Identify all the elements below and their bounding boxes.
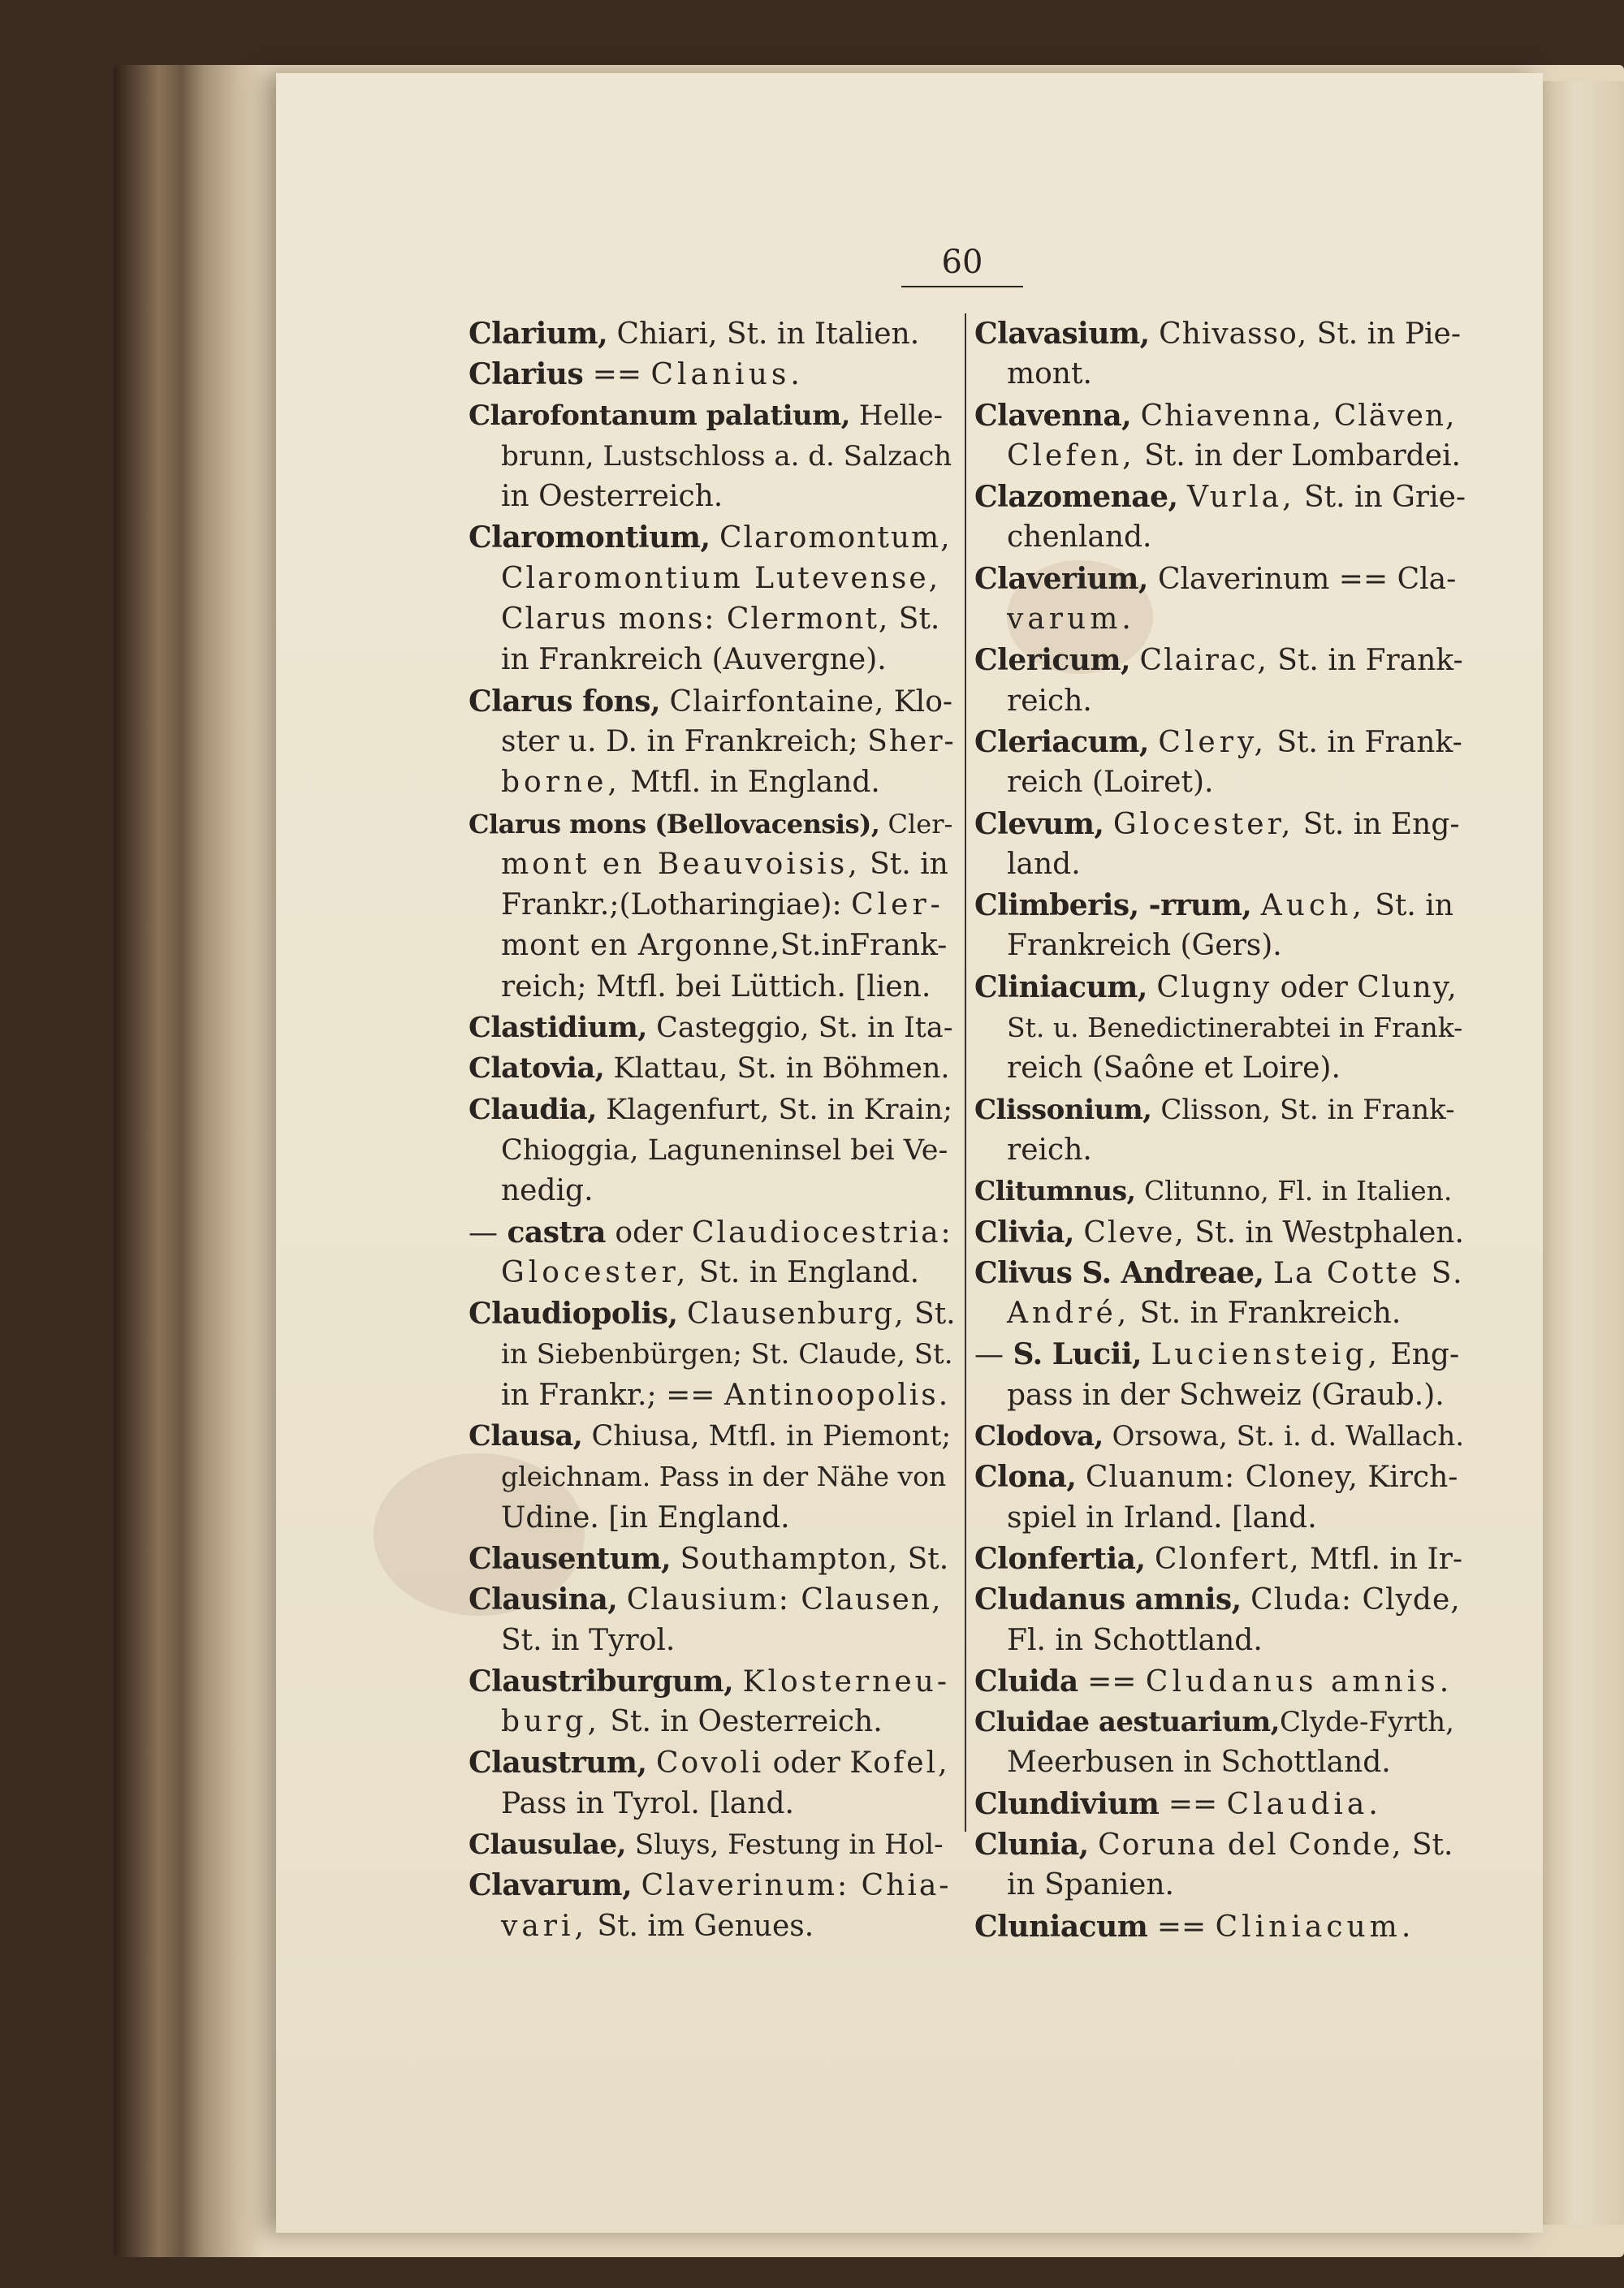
place-name: Claromontium Lutevense, [501,561,941,595]
entry-text: St. [898,1542,949,1576]
entry-text: St.inFrank- [780,929,948,963]
entry-text: St. im Genues. [587,1909,814,1943]
entry-text: == [1147,1910,1216,1944]
headword: Clericum, [974,643,1131,678]
entry-text [604,1052,613,1085]
entry-line [974,844,1466,885]
entry-text: mont. [1007,357,1092,391]
entry-text: Laguneninsel bei Ve- [638,1133,948,1167]
entry-text [1131,399,1140,433]
entry-text: St. in Frankreich. [1130,1297,1402,1331]
place-name: Claudiocestria: [692,1215,953,1250]
place-name: Claudia. [1226,1787,1382,1821]
place-name: Chivasso, [1159,317,1308,351]
entry-text: St. in Frank- [1271,1093,1455,1126]
entry-text [582,1420,591,1453]
entry-text [879,809,888,840]
entry-text: Chiari, St. in Italien. [607,317,920,351]
entry-text [1089,1828,1098,1862]
entry-line [469,1742,956,1783]
place-name: Klattau, [613,1052,728,1086]
headword: Cleriacum, [974,724,1149,759]
entry-line [469,1293,956,1334]
entry-text: in Siebenbürgen; St. [501,1338,799,1371]
headword: Clavenna, [974,398,1132,433]
entry-line [974,395,1466,436]
entry-line [974,1498,1466,1539]
page-number: 60 [901,244,1023,287]
entry-text [617,1583,626,1617]
entry-text: pass in der Schweiz (Graub.). [1007,1378,1445,1412]
entry-line [469,1579,956,1620]
entry-text: St. in der Lombardei. [1134,438,1461,473]
entry-text: oder [1271,970,1358,1004]
place-name: Clanius. [650,358,804,392]
entry-line [974,1008,1466,1048]
entry-text: — [974,1338,1013,1372]
entry-line [469,1048,956,1089]
entry-line [469,926,956,966]
headword: Clatovia, [469,1051,605,1086]
entry-text [1150,317,1159,351]
entry-text: Meerbusen in Schottland. [1007,1746,1391,1780]
entry-line [974,1130,1466,1171]
entry-line [974,1375,1466,1416]
entry-text: St. in Tyrol. [501,1623,676,1657]
headword: Cluniacum [974,1909,1148,1944]
headword: Cliniacum, [974,969,1147,1004]
entry-line [974,517,1466,558]
place-name: Covoli [655,1746,764,1781]
entry-text: St. in England. [689,1255,920,1289]
entry-text [733,1665,742,1699]
entry-text: reich. [1007,684,1092,718]
headword: S. Lucii, [1013,1337,1142,1372]
entry-text: Lustschloss a. d. Salzach [594,439,952,473]
place-name: André, [1007,1297,1131,1331]
entry-text: Fl. in Italien. [1268,1175,1453,1207]
entry-line [974,1416,1466,1457]
entry-text [1130,644,1139,677]
place-name: Cler- [888,808,953,840]
entry-line [974,559,1466,599]
place-name: Clausenburg, [686,1297,905,1332]
place-name: Coruna del Conde, [1098,1828,1403,1862]
headword: Cluidae aestuarium, [974,1706,1281,1739]
entry-text [1074,1216,1083,1250]
entry-line [974,1784,1466,1824]
entry-text: chenland. [1007,520,1152,555]
entry-line [469,354,956,395]
place-name: Cleve, [1083,1215,1186,1250]
entry-text [1242,1583,1250,1617]
entry-line [469,517,956,558]
entry-line [469,1865,956,1906]
entry-text: St. in Westphalen. [1185,1215,1464,1250]
entry-text: St. [889,602,940,637]
entry-text: == [583,358,651,392]
entry-line [469,1498,956,1539]
entry-text [597,1094,606,1126]
place-name: Clisson, [1160,1093,1272,1126]
entry-line [974,599,1466,640]
entry-line [469,967,956,1008]
place-name: Cludanus amnis. [1145,1664,1453,1699]
entry-line [469,436,956,477]
place-name: Clugny [1156,970,1272,1004]
entry-text: land. [1007,847,1081,881]
entry-line [469,722,956,762]
headword: Clarus fons, [469,684,661,719]
entry-line [469,395,956,436]
entry-line [974,1621,1466,1661]
entry-line [469,1661,956,1702]
place-name: Claude, [798,1338,905,1371]
headword: Clivia, [974,1215,1074,1250]
entry-line [974,1293,1466,1334]
entry-text [632,1869,641,1902]
entry-text: St. in Oesterreich. [600,1705,883,1739]
place-name: Claverinum: Chia- [641,1869,952,1903]
entry-line [469,1416,956,1457]
entry-line [469,1130,956,1171]
headword: Clodova, [974,1420,1104,1453]
column-divider [965,313,966,1832]
entry-line [974,762,1466,803]
place-name: Clarus mons: Clermont, [501,602,890,637]
entry-line [974,436,1466,477]
entry-text [710,521,719,555]
entry-line [469,1008,956,1048]
place-name: Clairfontaine, [669,684,885,719]
entry-text: St. u. Benedictinerabtei in Frank- [1007,1012,1463,1044]
entry-text [647,1746,656,1780]
entry-text: in Frankreich (Auvergne). [501,643,887,677]
entry-line [469,1090,956,1130]
entry-text: Mtfl. in England. [620,766,880,800]
entry-line [974,1334,1466,1375]
entry-text [1142,1338,1151,1371]
entry-text: == [1078,1664,1146,1699]
entry-line [974,926,1466,966]
place-name: Casteggio, [656,1012,810,1045]
entry-text: Mtfl. in Piemont; [699,1420,952,1453]
entry-line [974,1906,1466,1947]
place-name: Cluny, [1357,970,1458,1004]
entry-text: reich. [1007,1133,1092,1167]
entry-line [974,885,1466,926]
entry-text: St. in Pie- [1307,317,1462,351]
entry-text: Udine. [in England. [501,1500,790,1535]
entry-text: oder [605,1215,693,1250]
entry-text: ster u. D. in Frankreich; [501,724,868,758]
entry-text: St. in Böhmen. [728,1052,950,1086]
place-name: varum. [1007,602,1135,637]
headword: Climberis, -rrum, [974,888,1252,923]
entry-line [974,354,1466,395]
headword: Clarofontanum palatium, [469,399,851,432]
entry-text [1104,1420,1112,1453]
entry-text: St. [1402,1828,1453,1862]
place-name: Southampton, [680,1542,899,1576]
headword: Claverium, [974,561,1158,596]
headword: Claudiopolis, [469,1297,678,1332]
entry-text: reich (Saône et Loire). [1007,1051,1341,1086]
left-column [469,313,956,1947]
right-column [974,313,1466,1947]
entry-line [469,844,956,885]
entry-text: in Oesterreich. [501,480,723,514]
place-name: Cluanum: Cloney, [1085,1461,1358,1495]
headword: Clissonium, [974,1093,1152,1126]
entry-line [974,804,1466,844]
entry-text: St. in Grie- [1294,481,1466,515]
headword: Cludanus amnis, [974,1582,1242,1617]
entry-line [469,1212,956,1253]
entry-line [469,559,956,599]
headword: Clausulae, [469,1828,627,1861]
headword: Clausa, [469,1419,583,1453]
entry-text: St. in [1365,889,1453,923]
entry-text [647,1012,656,1044]
place-name: brunn, [501,439,594,473]
headword: Clonfertia, [974,1541,1146,1576]
entry-text: St. in Eng- [1294,807,1460,841]
entry-line [974,1048,1466,1089]
entry-line [469,640,956,680]
place-name: Clairac, [1139,644,1268,678]
headword: Claromontium, [469,520,710,555]
entry-line [974,1090,1466,1130]
place-name: Clitunno, [1144,1175,1269,1207]
entry-text: Eng- [1381,1338,1460,1372]
place-name: Glocester, [501,1255,690,1289]
entry-text: in Spanien. [1007,1868,1174,1902]
headword: Clavasium, [974,317,1150,351]
headword: Clarus mons (Bellovacensis), [469,808,880,840]
place-name: Klagenfurt, [606,1093,770,1126]
entry-line [974,640,1466,680]
entry-line [974,1702,1466,1742]
entry-text [1146,1543,1155,1576]
entry-text: Mtfl. in Ir- [1300,1542,1463,1576]
entry-text: St. i. d. Wallach. [1227,1420,1465,1453]
entry-text: gleichnam. Pass in der Nähe von [501,1461,947,1493]
entry-line [974,681,1466,722]
entry-line [974,1171,1466,1211]
entry-text: Kirch- [1358,1461,1458,1495]
entry-line [469,1702,956,1742]
entry-text: Pass in Tyrol. [land. [501,1786,794,1820]
place-name: mont en Argonne, [501,929,780,963]
entry-text: St. in Ita- [809,1012,953,1045]
place-name: Clausium: Clausen, [626,1583,943,1617]
place-name: Cler- [851,888,944,922]
headword: Claustriburgum, [469,1664,734,1699]
place-name: burg, [501,1705,601,1739]
entry-text: oder [763,1746,850,1781]
entry-text: == [1329,562,1397,596]
place-name: Chiavenna, Cläven, [1140,399,1457,433]
place-name: Clonfert, [1155,1542,1301,1576]
entry-line [469,681,956,722]
entry-line [974,477,1466,517]
place-name: vari, [501,1909,588,1943]
entry-text [1104,808,1112,841]
entry-line [974,722,1466,762]
entry-text [1076,1461,1085,1494]
entry-line [974,1457,1466,1497]
place-name: Clefen, [1007,438,1135,473]
headword: Clevum, [974,806,1104,841]
entry-text: St. [905,1338,953,1371]
entry-text: — [469,1215,508,1250]
entry-text: Fl. in Schottland. [1007,1623,1263,1657]
entry-line [974,1253,1466,1293]
entry-text: == [1159,1787,1227,1821]
place-name: Cla- [1397,562,1457,596]
entry-line [469,1824,956,1865]
facing-page-edge [1543,81,1624,2225]
entry-line [469,1539,956,1579]
entry-line [974,1579,1466,1620]
entry-line [469,1253,956,1293]
entry-text: St. in Krain; [769,1093,952,1126]
entry-text: St. [905,1297,956,1332]
place-name: Glocester, [1112,807,1294,841]
place-name: Clyde-Fyrth, [1280,1706,1454,1739]
entry-text [1147,971,1156,1004]
entry-text [1264,1257,1273,1290]
headword: Clausina, [469,1582,618,1617]
headword: Clavarum, [469,1868,633,1903]
headword: Clarium, [469,317,608,351]
place-name: Sher- [867,724,956,758]
entry-text: St. in Frank- [1267,725,1462,759]
entry-line [469,1375,956,1416]
place-name: borne, [501,766,621,800]
entry-text: Helle- [850,399,943,432]
entry-line [469,599,956,640]
place-name: Sluys, [634,1828,719,1861]
entry-line [974,1742,1466,1783]
entry-text: Frankreich (Gers). [1007,929,1282,963]
place-name: Auch, [1260,889,1366,923]
entry-text [1251,889,1260,922]
entry-line [974,1539,1466,1579]
place-name: Kofel, [849,1746,950,1781]
entry-line [469,1334,956,1375]
headword: castra [507,1215,606,1250]
place-name: Cliniacum. [1215,1910,1415,1944]
entry-line [469,1457,956,1497]
entry-text: in Frankr.; == [501,1378,724,1412]
place-name: Klosterneu- [742,1664,950,1699]
headword: Cluida [974,1664,1078,1699]
entry-text [678,1297,687,1331]
entry-text [660,685,669,719]
headword: Clona, [974,1460,1077,1495]
entry-text: nedig. [501,1174,594,1208]
place-name: Vurla, [1187,481,1295,515]
entry-line [469,1171,956,1211]
entry-line [469,885,956,926]
entry-line [469,1621,956,1661]
entry-line [469,477,956,517]
entry-text: St. in Frank- [1268,644,1463,678]
place-name: Antinoopolis. [723,1378,951,1412]
headword: Clivus S. Andreae, [974,1255,1264,1290]
place-name: Luciensteig, [1151,1338,1381,1372]
place-name: Claverinum [1157,562,1330,596]
place-name: Clery, [1158,725,1268,759]
entry-line [974,1865,1466,1906]
entry-text: spiel in Irland. [land. [1007,1500,1317,1535]
entry-text: Festung in Hol- [719,1828,944,1861]
headword: Clastidium, [469,1011,647,1045]
entry-line [469,313,956,354]
entry-text: reich (Loiret). [1007,766,1214,800]
place-name: La Cotte S. [1273,1256,1465,1290]
entry-text [1178,481,1187,514]
entry-line [974,313,1466,354]
place-name: Cluda: Clyde, [1250,1583,1461,1617]
headword: Clunia, [974,1827,1089,1862]
entry-text: Klo- [884,684,953,719]
place-name: mont en Beauvoisis, [501,847,861,881]
headword: Claudia, [469,1092,597,1126]
entry-line [974,1824,1466,1865]
headword: Clarius [469,357,584,392]
headword: Clausentum, [469,1541,672,1576]
headword: Clazomenae, [974,480,1178,515]
entry-line [974,1661,1466,1702]
entry-text [1136,1175,1145,1207]
place-name: Claromontum, [719,521,952,555]
entry-line [469,762,956,803]
place-name: Orsowa, [1112,1420,1228,1453]
entry-text: St. in [860,847,948,881]
entry-line [974,967,1466,1008]
place-name: Chiusa, [591,1420,700,1453]
place-name: Chioggia, [501,1133,639,1167]
entry-text [671,1543,680,1576]
entry-text: Frankr.;(Lotharingiae): [501,888,852,922]
headword: Clitumnus, [974,1175,1136,1207]
entry-text: reich; Mtfl. bei Lüttich. [lien. [501,969,931,1004]
entry-line [469,1784,956,1824]
entry-line [469,1906,956,1947]
entry-line [974,1212,1466,1253]
headword: Clundivium [974,1786,1160,1821]
entry-text [626,1828,635,1861]
headword: Claustrum, [469,1746,647,1781]
entry-text [1149,726,1158,759]
entry-line [469,804,956,844]
entry-text [1152,1094,1161,1126]
